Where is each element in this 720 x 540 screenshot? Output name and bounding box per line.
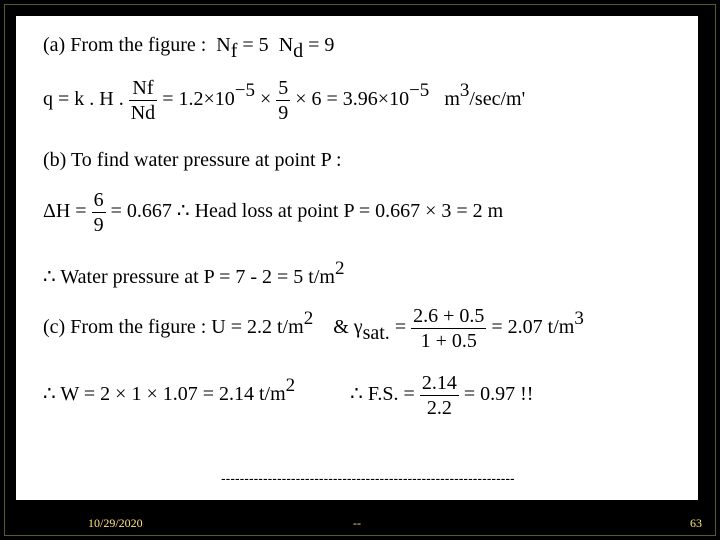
slide-content [16, 16, 698, 500]
gamma-fraction: $\frac{2.6 + 0.5}{1 + 0.5}$ [413, 305, 485, 352]
nf-subscript: f [230, 40, 238, 62]
nd-value: = 9 [308, 34, 335, 56]
head-loss-text: = 0.667 ∴ Head loss at point P = 0.667 × 3 = 2 m [110, 200, 504, 223]
q-unit: m [444, 88, 460, 111]
line-a-figure [43, 34, 335, 62]
line-c-figure: (c) From the figure : U = 2.2 t/m2 & γsat. = $\frac{2.6 + 0.5}{1 + 0.5}$ = 2.07 t/m3 [43, 305, 584, 352]
nf-symbol: N [216, 34, 231, 56]
fs-fraction: $\frac{2.14}{2.2}$ [421, 372, 457, 419]
nd-symbol: N [278, 34, 294, 56]
nf-value: = 5 [242, 34, 269, 56]
separator-dashes: --------------------------------------------------------------- [221, 470, 515, 486]
q-lhs: q = k . H . [43, 88, 124, 111]
six-ninths-fraction: $\frac{6}{9}$ [93, 189, 104, 236]
footer-center: -- [353, 516, 361, 530]
line-weight-fs: ∴ W = 2 × 1 × 1.07 = 2.14 t/m2 ∴ F.S. = $\frac{2.14}{2.2}$ = 0.97 !! [43, 372, 534, 419]
five-ninths-fraction: $\frac{5}{9}$ [278, 77, 289, 124]
label-a: (a) From the figure : [43, 34, 207, 56]
q-coefficient: = 1.2×10 [162, 88, 235, 111]
line-q-equation: q = k . H . $\frac{Nf}{Nd}$ = 1.2×10−5 × $\frac{5}{9}$ × 6 = 3.96×10−5 m3/sec/m' [43, 77, 526, 124]
footer-page-number: 63 [690, 516, 702, 530]
line-water-pressure: ∴ Water pressure at P = 7 - 2 = 5 t/m2 [43, 258, 345, 288]
q-result: × 6 = 3.96×10 [295, 88, 410, 111]
line-b-heading: (b) To find water pressure at point P : [43, 149, 342, 171]
nd-subscript: d [293, 40, 304, 62]
footer-date: 10/29/2020 [88, 516, 143, 530]
line-delta-h: ΔH = $\frac{6}{9}$ = 0.667 ∴ Head loss at point P = 0.667 × 3 = 2 m [43, 189, 504, 236]
nf-nd-fraction: $\frac{Nf}{Nd}$ [130, 77, 156, 124]
